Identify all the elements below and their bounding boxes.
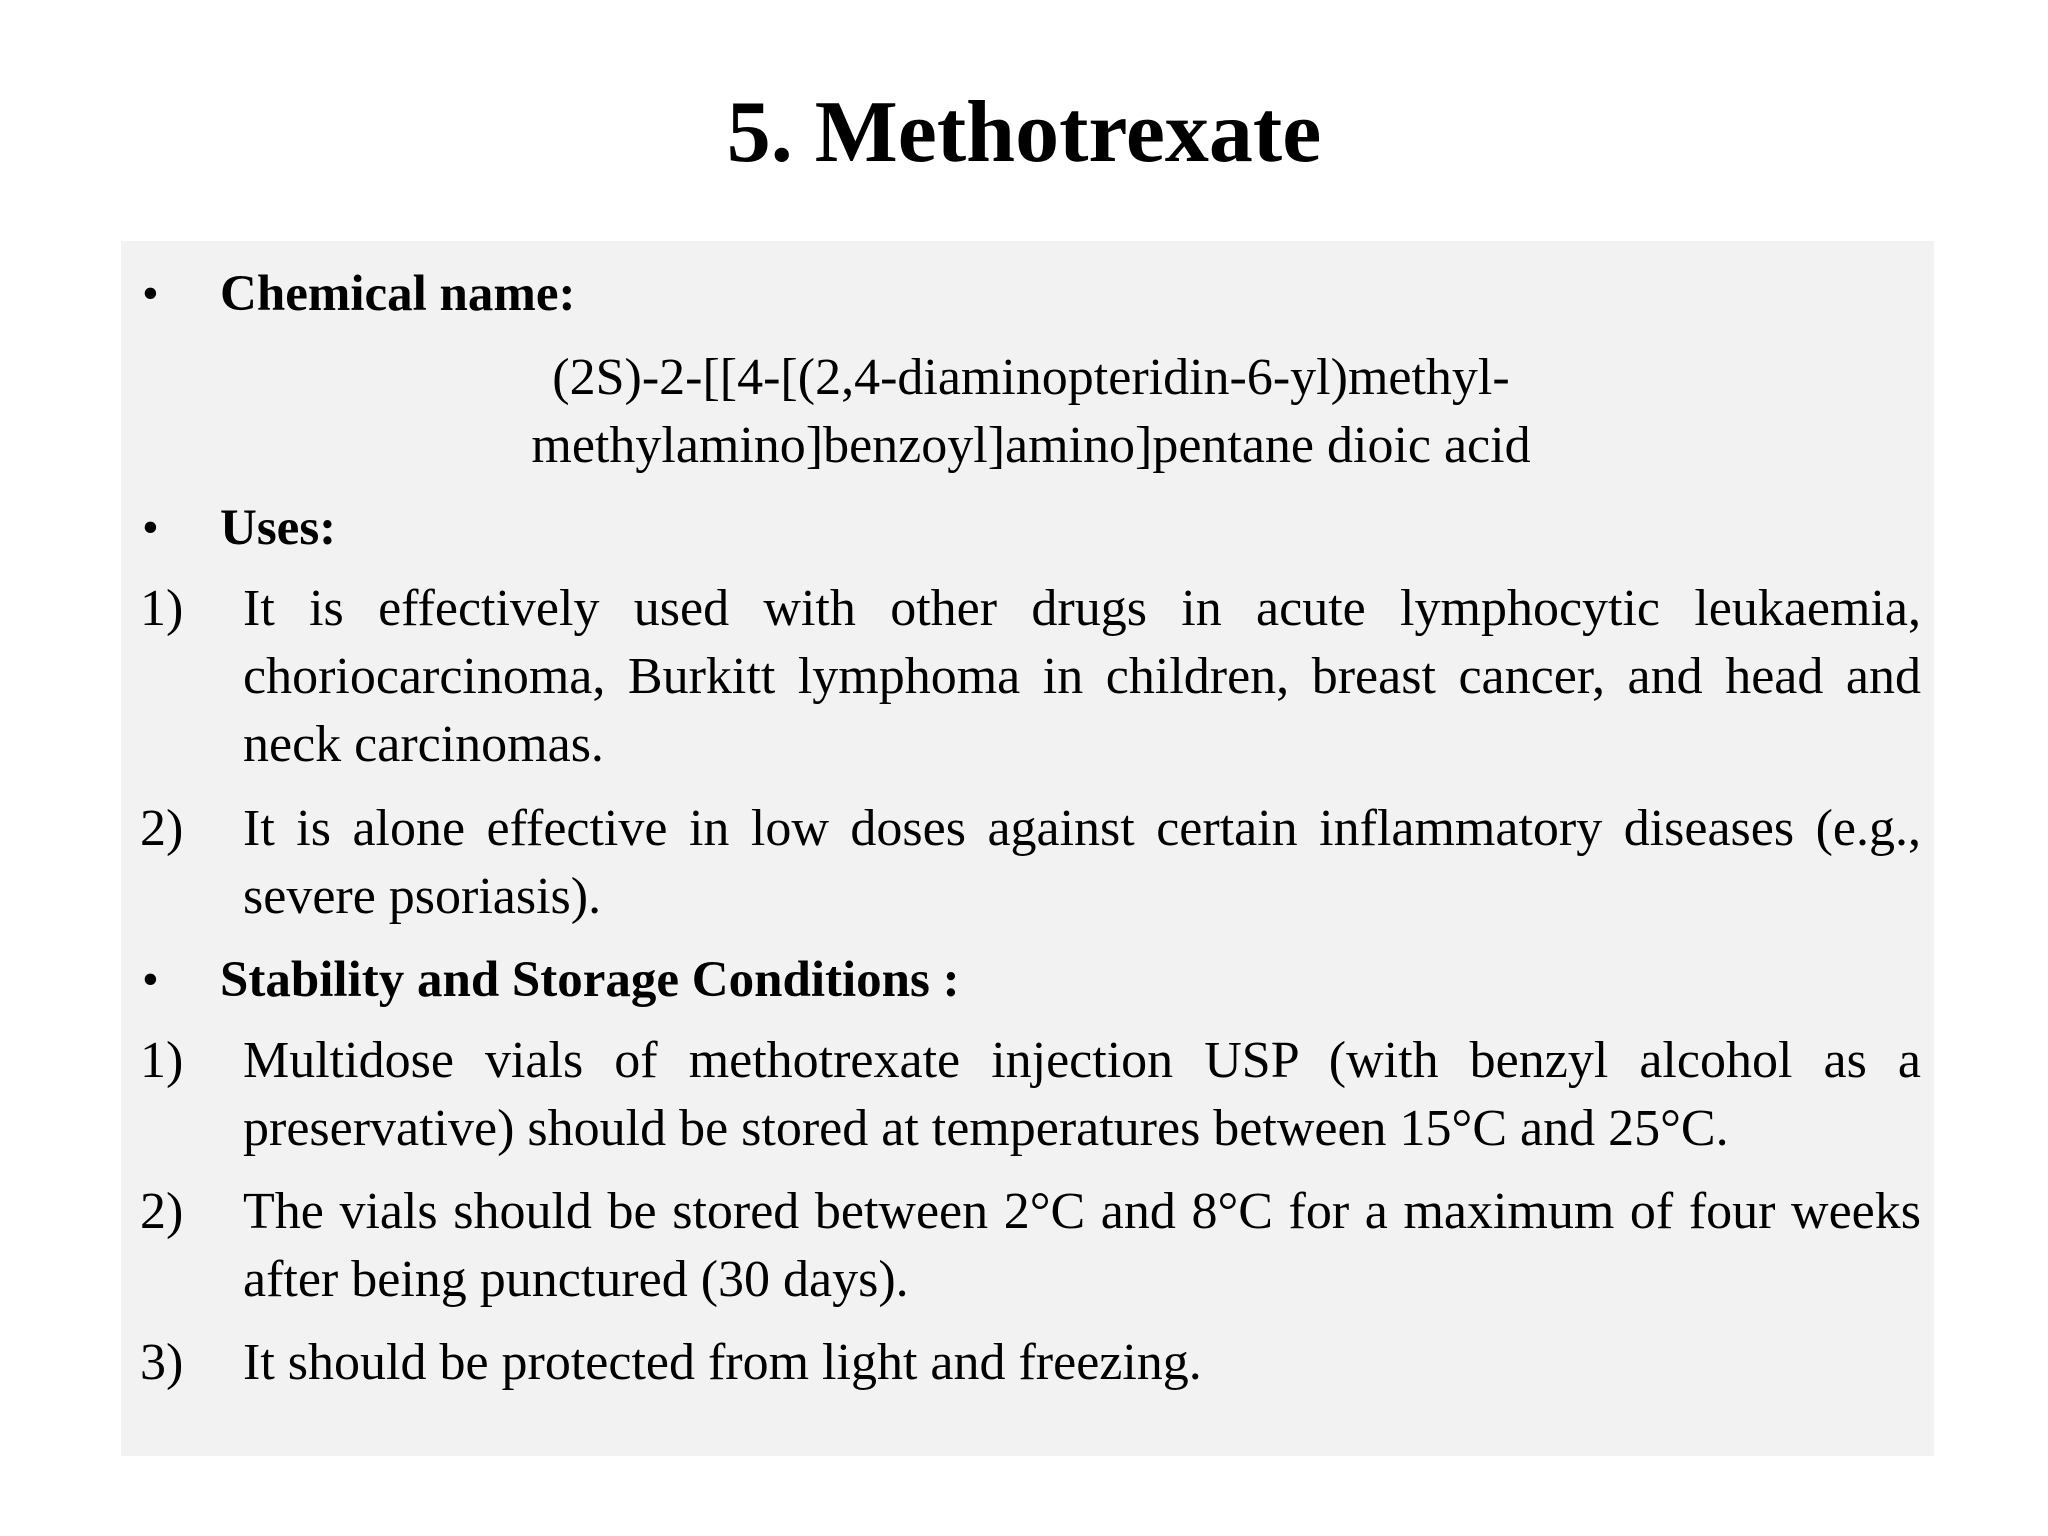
stability-item-3-text: It should be protected from light and freezing. [243,1334,1202,1391]
uses-item-1-number: 1) [140,580,184,637]
uses-item-1-text: It is effectively used with other drugs in acute lymphocytic leukaemia, choriocarcinoma, Burkitt lymphoma in children, breast cancer, and head and neck carcinomas. [243,580,1921,773]
bullet-uses: • [142,501,159,554]
bullet-stability: • [142,953,159,1006]
stability-item-1-number: 1) [140,1032,184,1089]
chemical-name-line-2: methylamino]benzoyl]amino]pentane dioic acid [531,417,1531,474]
uses-item-2-text: It is alone effective in low doses against certain inflammatory diseases (e.g., severe psoriasis). [243,800,1921,925]
chemical-name-line-1: (2S)-2-[[4-[(2,4-diaminopteridin-6-yl)methyl- [552,349,1510,406]
heading-chemical-name: Chemical name: [220,266,576,322]
stability-item-3-number: 3) [140,1334,184,1391]
uses-item-2-number: 2) [140,800,184,857]
bullet-chemical-name: • [142,267,159,320]
heading-uses: Uses: [220,500,337,556]
heading-stability: Stability and Storage Conditions : [220,952,960,1008]
stability-item-1-text: Multidose vials of methotrexate injection USP (with benzyl alcohol as a preservative) should be stored at temperatures between 15°C and 25°C. [243,1032,1921,1157]
slide-title: 5. Methotrexate [726,84,1322,181]
stability-item-2-number: 2) [140,1183,184,1240]
stability-item-2-text: The vials should be stored between 2°C and 8°C for a maximum of four weeks after being punctured (30 days). [243,1183,1921,1308]
content-box [121,241,1934,1456]
